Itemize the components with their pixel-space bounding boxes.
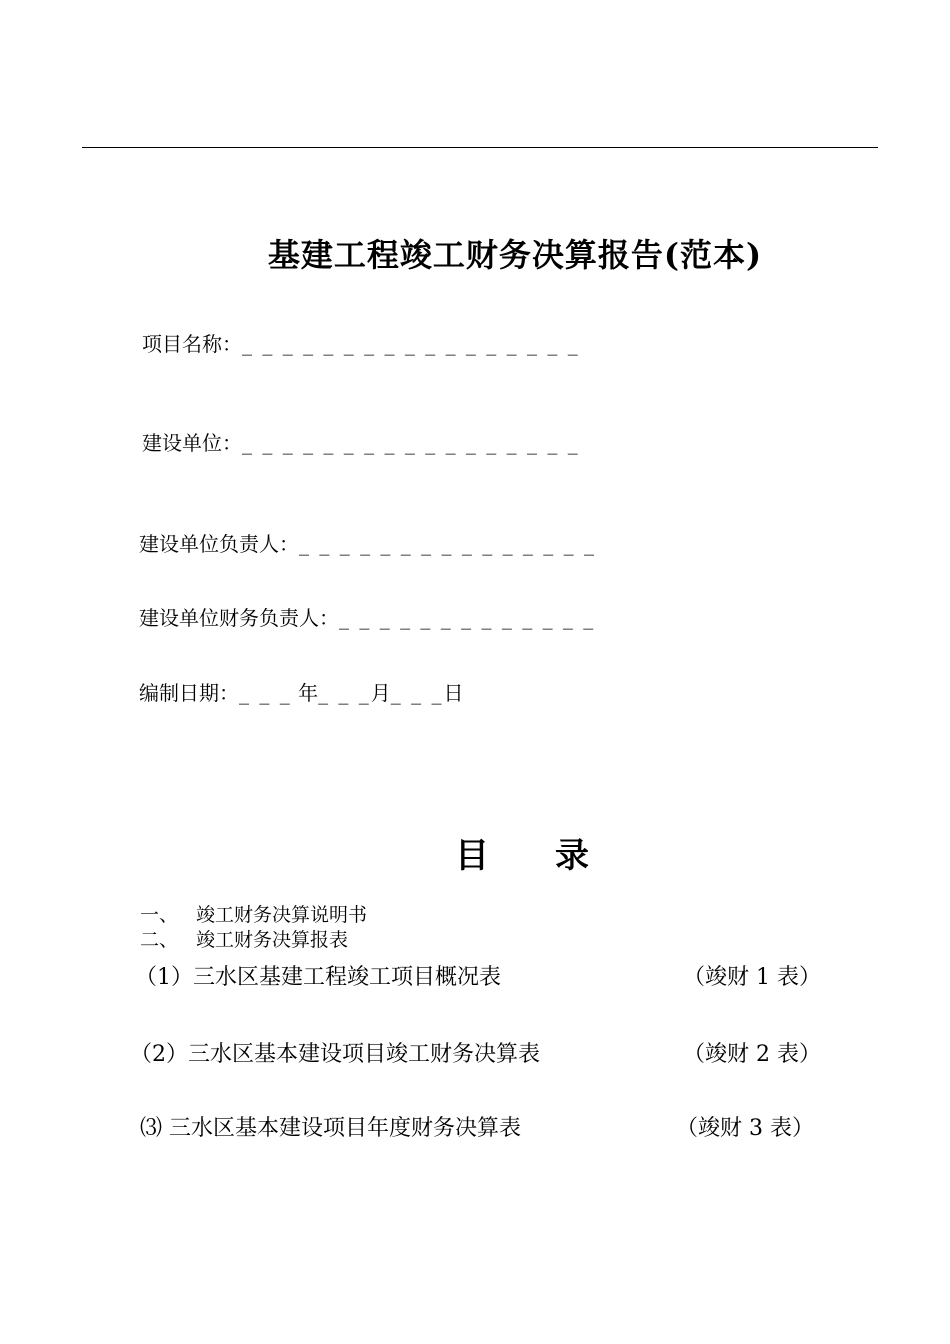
toc-item-note: （竣财 3 表） [676, 1116, 814, 1141]
document-title: 基建工程竣工财务决算报告(范本) [267, 236, 763, 274]
toc-item-label: （2）三水区基本建设项目竣工财务决算表 [130, 1042, 540, 1067]
year-blank: _ _ _ [239, 681, 292, 705]
toc-item-note: （竣财 1 表） [683, 965, 821, 990]
date-field [139, 677, 464, 706]
finance-leader-blank: _ _ _ _ _ _ _ _ _ _ _ _ _ [339, 606, 596, 630]
project-name-field [142, 328, 580, 357]
unit-leader-label: 建设单位负责人： [139, 532, 299, 556]
construction-unit-field [142, 427, 580, 456]
month-label: 月 [370, 681, 391, 705]
toc-section [140, 900, 367, 927]
construction-unit-blank: _ _ _ _ _ _ _ _ _ _ _ _ _ _ _ _ _ [242, 431, 580, 455]
toc-item-label: （1）三水区基建工程竣工项目概况表 [135, 965, 501, 990]
unit-leader-field [139, 528, 596, 557]
day-label: 日 [443, 681, 464, 705]
toc-title [455, 828, 589, 877]
toc-section-number: 一、 [140, 904, 179, 926]
project-name-label: 项目名称： [142, 332, 242, 356]
toc-section-text: 竣工财务决算报表 [196, 929, 349, 951]
date-label: 编制日期： [139, 681, 239, 705]
toc-item-note: （竣财 2 表） [683, 1042, 821, 1067]
toc-section-number: 二、 [140, 929, 179, 951]
finance-leader-field [139, 602, 595, 631]
project-name-blank: _ _ _ _ _ _ _ _ _ _ _ _ _ _ _ _ _ [242, 332, 580, 356]
day-blank: _ _ _ [390, 681, 444, 705]
toc-title-right: 录 [555, 836, 589, 876]
construction-unit-label: 建设单位： [142, 431, 242, 455]
unit-leader-blank: _ _ _ _ _ _ _ _ _ _ _ _ _ _ _ [299, 532, 597, 556]
toc-section [140, 925, 348, 952]
toc-title-left: 目 [455, 836, 489, 876]
toc-item-label: ⑶ 三水区基本建设项目年度财务决算表 [140, 1116, 521, 1141]
toc-section-text: 竣工财务决算说明书 [196, 904, 368, 926]
header-rule [82, 147, 878, 148]
year-label: 年 [298, 681, 319, 705]
month-blank: _ _ _ [318, 681, 371, 705]
finance-leader-label: 建设单位财务负责人： [139, 606, 339, 630]
